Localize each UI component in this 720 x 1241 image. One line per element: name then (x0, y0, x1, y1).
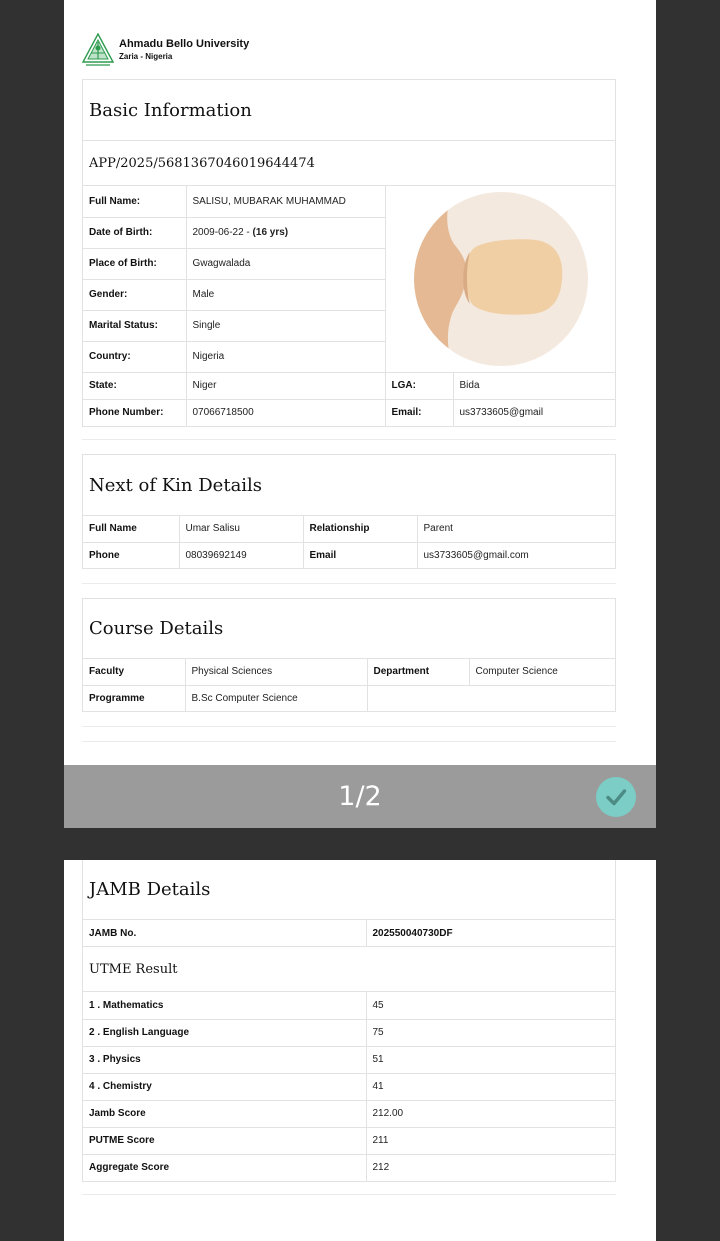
score-label: Aggregate Score (83, 1154, 366, 1181)
field-label: Place of Birth: (83, 248, 186, 279)
field-label: Department (367, 659, 469, 685)
utme-result-table (83, 992, 615, 1181)
jamb-details-section (82, 860, 616, 1182)
table-row (83, 542, 615, 568)
basic-info-table (83, 186, 615, 426)
programme-value: B.Sc Computer Science (185, 685, 367, 711)
next-of-kin-section (82, 454, 616, 569)
field-label: Marital Status: (83, 310, 186, 341)
divider (82, 1194, 616, 1195)
university-name: Ahmadu Bello University (119, 38, 250, 50)
score-value: 212.00 (366, 1100, 615, 1127)
divider (82, 741, 616, 742)
check-icon (603, 784, 629, 810)
photo-cell (385, 186, 615, 372)
table-row (83, 372, 615, 399)
university-location: Zaria - Nigeria (119, 52, 173, 61)
full-name-value: SALISU, MUBARAK MUHAMMAD (186, 186, 385, 217)
utme-result-title: UTME Result (83, 946, 615, 992)
email-value: us3733605@gmail (453, 399, 615, 426)
course-table (83, 659, 615, 711)
section-title: Course Details (83, 599, 615, 659)
field-label: Email: (385, 399, 453, 426)
table-row (83, 920, 615, 946)
avatar-placeholder-icon (386, 186, 616, 371)
table-row (83, 1019, 615, 1046)
jamb-number-table (83, 920, 615, 946)
divider (82, 439, 616, 440)
subject-label: 1 . Mathematics (89, 999, 164, 1011)
field-label: Gender: (83, 279, 186, 310)
subject-score: 75 (366, 1019, 615, 1046)
table-row (83, 186, 615, 217)
table-row (83, 516, 615, 542)
field-label: Phone (83, 542, 179, 568)
section-title: Basic Information (83, 80, 615, 141)
jamb-number-value: 202550040730DF (366, 920, 615, 946)
dob-date: 2009-06-22 - (192, 227, 253, 238)
field-label: Full Name: (89, 195, 141, 207)
state-value: Niger (186, 372, 385, 399)
table-row (83, 992, 615, 1019)
next-of-kin-table (83, 516, 615, 568)
subject-label: 4 . Chemistry (83, 1073, 366, 1100)
score-value: 212 (366, 1154, 615, 1181)
age-value: (16 yrs) (252, 227, 289, 238)
table-row (83, 1073, 615, 1100)
table-row (83, 1046, 615, 1073)
score-label: Jamb Score (83, 1100, 366, 1127)
country-value: Nigeria (186, 341, 385, 372)
table-row (83, 1154, 615, 1181)
document-page-1 (64, 0, 656, 765)
gender-value: Male (186, 279, 385, 310)
divider (82, 583, 616, 584)
marital-value: Single (186, 310, 385, 341)
field-label: LGA: (385, 372, 453, 399)
field-label: Full Name (89, 523, 137, 535)
field-label: Faculty (89, 666, 125, 678)
course-details-section (82, 598, 616, 712)
field-label: Relationship (303, 516, 417, 542)
field-label: Country: (83, 341, 186, 372)
table-row (83, 685, 615, 711)
table-row (83, 1127, 615, 1154)
application-number: APP/2025/5681367046019644474 (83, 141, 615, 186)
table-row (83, 399, 615, 426)
dob-value (186, 217, 385, 248)
document-page-2 (64, 860, 656, 1241)
field-label: JAMB No. (89, 927, 137, 939)
score-label: PUTME Score (83, 1127, 366, 1154)
field-label: Phone Number: (83, 399, 186, 426)
university-header (82, 32, 249, 68)
kin-relationship-value: Parent (417, 516, 615, 542)
section-title: JAMB Details (83, 860, 615, 920)
divider (82, 726, 616, 727)
subject-label: 3 . Physics (83, 1046, 366, 1073)
page-indicator: 1/2 (338, 781, 382, 812)
pob-value: Gwagwalada (186, 248, 385, 279)
lga-value: Bida (453, 372, 615, 399)
basic-information-section (82, 79, 616, 427)
kin-phone-value: 08039692149 (179, 542, 303, 568)
field-label: Programme (83, 685, 185, 711)
subject-score: 51 (366, 1046, 615, 1073)
score-value: 211 (366, 1127, 615, 1154)
faculty-value: Physical Sciences (185, 659, 367, 685)
subject-label: 2 . English Language (83, 1019, 366, 1046)
kin-name-value: Umar Salisu (179, 516, 303, 542)
table-row (83, 1100, 615, 1127)
check-button[interactable] (596, 777, 636, 817)
abu-crest-icon (82, 33, 114, 67)
department-value: Computer Science (469, 659, 615, 685)
section-title: Next of Kin Details (83, 455, 615, 516)
field-label: State: (83, 372, 186, 399)
subject-score: 45 (366, 992, 615, 1019)
phone-value: 07066718500 (186, 399, 385, 426)
empty-cell (367, 685, 615, 711)
field-label: Date of Birth: (83, 217, 186, 248)
kin-email-value: us3733605@gmail.com (417, 542, 615, 568)
subject-score: 41 (366, 1073, 615, 1100)
field-label: Email (303, 542, 417, 568)
table-row (83, 659, 615, 685)
page-indicator-bar (64, 765, 656, 828)
